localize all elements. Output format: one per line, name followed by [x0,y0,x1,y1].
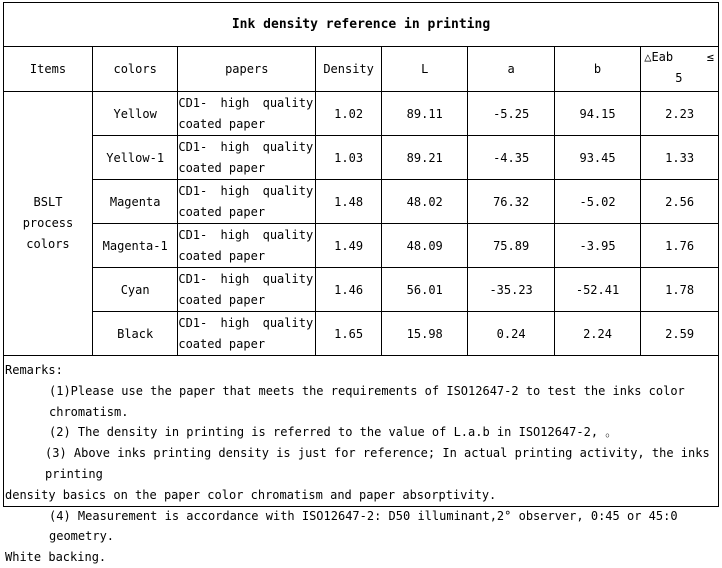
l-cell: 48.02 [382,180,468,224]
table-row [4,268,718,312]
a-cell: -5.25 [468,92,554,136]
paper-word: CD1- [178,95,208,110]
color-cell: Magenta-1 [92,224,177,268]
less-equal-symbol: ≤ [706,50,714,64]
document-sheet [3,2,719,565]
table-row [4,92,718,136]
paper-word: high [220,271,250,286]
paper-word: CD1- [178,183,208,198]
table-title: Ink density reference in printing [4,3,718,47]
paper-word: high [220,95,250,110]
delta-eab-cell: 2.56 [641,180,718,224]
remark-2: (2) The density in printing is referred to the value of L.a.b in ISO12647-2, 。 [49,425,618,440]
a-cell: 0.24 [468,312,554,356]
header-row [4,47,718,92]
group-label-line: BSLT [33,195,63,209]
l-cell: 15.98 [382,312,468,356]
paper-line-1 [178,313,315,334]
paper-word: CD1- [178,139,208,154]
color-cell: Yellow-1 [92,136,177,180]
ink-density-table [4,3,718,356]
paper-word: high [220,139,250,154]
density-cell: 1.65 [316,312,382,356]
table-row [4,136,718,180]
group-label-line: colors [26,237,70,251]
paper-cell [178,224,316,268]
paper-word: quality [262,95,314,110]
b-cell: -5.02 [554,180,640,224]
group-label-line: process [22,216,74,230]
remark-4-line1: (4) Measurement is accordance with ISO12647-2: D50 illuminant,2° observer, 0:45 or 45:0 geometry. [49,508,678,544]
header-density: Density [316,47,382,92]
paper-word: quality [262,139,314,154]
b-cell: -52.41 [554,268,640,312]
color-cell: Cyan [92,268,177,312]
paper-word: quality [262,183,314,198]
b-cell: 2.24 [554,312,640,356]
paper-line-1 [178,93,315,114]
a-cell: -4.35 [468,136,554,180]
group-label [4,92,92,356]
l-cell: 56.01 [382,268,468,312]
header-items: Items [4,47,92,92]
a-cell: 75.89 [468,224,554,268]
paper-word: CD1- [178,227,208,242]
paper-cell [178,312,316,356]
density-cell: 1.49 [316,224,382,268]
b-cell: 93.45 [554,136,640,180]
table-row [4,312,718,356]
delta-eab-cell: 1.33 [641,136,718,180]
color-cell: Black [92,312,177,356]
table-body [4,92,718,356]
paper-word: quality [262,271,314,286]
l-cell: 89.21 [382,136,468,180]
b-cell: 94.15 [554,92,640,136]
delta-eab-cell: 1.78 [641,268,718,312]
density-cell: 1.03 [316,136,382,180]
paper-word: high [220,183,250,198]
delta-eab-cell: 2.59 [641,312,718,356]
density-cell: 1.48 [316,180,382,224]
remark-4-line2: White backing. [5,550,107,565]
density-cell: 1.46 [316,268,382,312]
paper-cell [178,268,316,312]
paper-line-2: coated paper [178,160,266,175]
delta-eab-cell: 2.23 [641,92,718,136]
paper-line-2: coated paper [178,204,266,219]
header-colors: colors [92,47,177,92]
l-cell: 48.09 [382,224,468,268]
paper-line-2: coated paper [178,336,266,351]
paper-line-2: coated paper [178,292,266,307]
paper-word: quality [262,315,314,330]
color-cell: Yellow [92,92,177,136]
remark-3-line1: (3) Above inks printing density is just for reference; In actual printing activity, the inks printing [45,446,710,481]
paper-word: CD1- [178,271,208,286]
a-cell: -35.23 [468,268,554,312]
header-a: a [468,47,554,92]
delta-eab-limit: 5 [675,71,683,85]
color-cell: Magenta [92,180,177,224]
paper-line-1 [178,225,315,246]
paper-line-1 [178,181,315,202]
remarks-section [4,356,718,568]
l-cell: 89.11 [382,92,468,136]
remarks-heading: Remarks: [5,363,63,377]
header-l: L [382,47,468,92]
paper-word: high [220,227,250,242]
header-b: b [554,47,640,92]
paper-word: high [220,315,250,330]
delta-eab-cell: 1.76 [641,224,718,268]
density-cell: 1.02 [316,92,382,136]
remark-3-line2: density basics on the paper color chromatism and paper absorptivity. [5,487,497,502]
paper-line-1 [178,269,315,290]
paper-line-1 [178,137,315,158]
a-cell: 76.32 [468,180,554,224]
title-row [4,3,718,47]
header-papers: papers [178,47,316,92]
paper-cell [178,92,316,136]
b-cell: -3.95 [554,224,640,268]
remark-1: (1)Please use the paper that meets the requirements of ISO12647-2 to test the inks color chromatism. [49,383,685,419]
table-row [4,180,718,224]
paper-word: quality [262,227,314,242]
paper-line-2: coated paper [178,248,266,263]
paper-cell [178,136,316,180]
delta-eab-label: △Eab [644,50,674,64]
header-delta-eab [641,47,718,92]
table-row [4,224,718,268]
paper-cell [178,180,316,224]
paper-word: CD1- [178,315,208,330]
paper-line-2: coated paper [178,116,266,131]
